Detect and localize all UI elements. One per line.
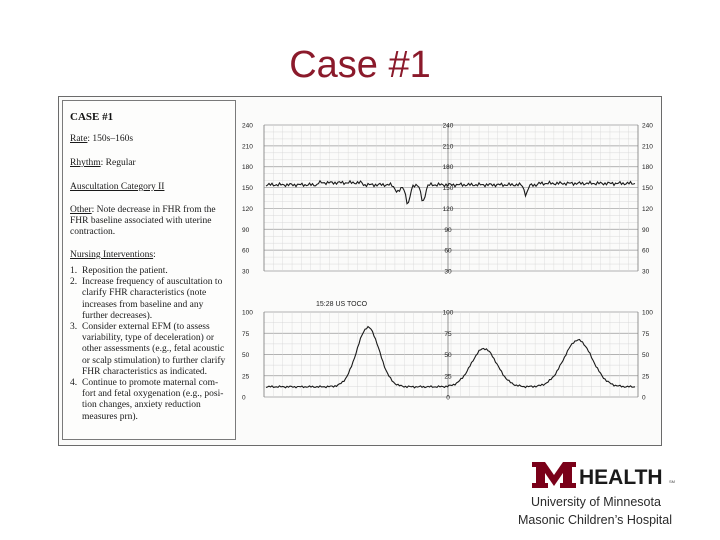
toco-tick-label: 25 xyxy=(242,373,250,381)
other-text: : Note decrease in FHR from the xyxy=(91,205,216,215)
toco-tick-label: 50 xyxy=(444,352,452,359)
fhr-tick-label: 60 xyxy=(242,247,250,255)
toco-tick-label: 100 xyxy=(442,309,454,317)
interventions-label: Nursing Interventions xyxy=(70,250,154,260)
item-text: Reposition the patient. xyxy=(82,266,168,276)
auscultation-label: Auscultation Category II xyxy=(70,182,165,192)
item-text: Consider external EFM (to assess xyxy=(82,322,210,333)
fhr-trace xyxy=(266,181,635,204)
fhr-tick-label: 210 xyxy=(242,143,253,151)
toco-tick-label: 75 xyxy=(242,330,250,338)
item-text: Increase frequency of auscultation to xyxy=(82,277,223,288)
logo-line-1: University of Minnesota xyxy=(531,495,661,509)
item-text: FHR characteristics as indicated. xyxy=(82,366,208,377)
item-text: or scalp stimulation) to further clarify xyxy=(82,355,226,366)
toco-tick-label: 0 xyxy=(446,394,450,402)
toco-tick-label: 75 xyxy=(642,330,650,338)
scanned-document xyxy=(58,96,662,446)
toco-tick-label: 0 xyxy=(642,394,646,402)
fhr-tick-label: 180 xyxy=(242,164,253,172)
fhr-tick-label: 60 xyxy=(444,247,452,255)
fhr-tick-label: 120 xyxy=(642,205,653,213)
fhr-tick-label: 150 xyxy=(242,185,253,193)
fhr-tick-label: 150 xyxy=(642,185,653,193)
fhr-tick-label: 240 xyxy=(442,122,454,130)
case-heading: CASE #1 xyxy=(70,111,114,123)
fhr-tick-label: 120 xyxy=(442,205,454,213)
item-text: fort and fetal oxygenation (e.g., posi- xyxy=(82,389,224,400)
block-m-icon xyxy=(532,462,576,488)
logo-line-2: Masonic Children’s Hospital xyxy=(518,513,673,527)
fhr-tick-label: 180 xyxy=(642,164,653,172)
fhr-tick-label: 60 xyxy=(642,247,650,255)
other-text-3: contraction. xyxy=(70,227,116,237)
list-item xyxy=(70,322,230,378)
toco-tick-label: 100 xyxy=(642,309,653,317)
item-number: 1. xyxy=(70,266,78,276)
rate-value: : 150s–160s xyxy=(87,134,134,144)
rhythm-label: Rhythm xyxy=(70,158,101,168)
fhr-tick-label: 30 xyxy=(444,268,452,276)
item-text: variability, type of deceleration) or xyxy=(82,333,215,344)
rhythm-line xyxy=(70,158,136,168)
case-panel xyxy=(62,100,236,440)
toco-label: 15:28 US TOCO xyxy=(316,301,368,308)
interventions-colon: : xyxy=(153,250,156,260)
other-line xyxy=(70,205,216,215)
interventions-list xyxy=(70,266,230,423)
item-text: increases from baseline and any xyxy=(82,299,204,310)
item-text: further decreases). xyxy=(82,310,153,321)
umn-health-logo xyxy=(516,458,696,530)
other-text-2: FHR baseline associated with uterine xyxy=(70,216,212,226)
item-number: 3. xyxy=(70,322,78,333)
fhr-tick-label: 90 xyxy=(444,226,452,234)
item-text: measures prn). xyxy=(82,411,138,422)
fhr-tick-label: 30 xyxy=(242,268,250,276)
rate-line xyxy=(70,134,133,144)
fetal-monitor-strip xyxy=(238,97,660,445)
toco-tick-label: 25 xyxy=(444,373,452,381)
trademark: SM xyxy=(669,479,675,484)
list-item xyxy=(70,378,230,423)
toco-tick-label: 75 xyxy=(444,330,452,338)
rate-label: Rate xyxy=(70,134,88,144)
fhr-tick-label: 90 xyxy=(242,226,250,234)
rhythm-value: : Regular xyxy=(100,158,136,168)
brand-name: HEALTH xyxy=(579,466,663,489)
fhr-tick-label: 30 xyxy=(642,268,650,276)
fhr-tick-label: 150 xyxy=(442,185,454,193)
toco-tick-label: 25 xyxy=(642,373,650,381)
list-item xyxy=(70,277,230,322)
fhr-tick-label: 90 xyxy=(642,226,650,234)
list-item xyxy=(70,266,230,277)
toco-tick-label: 50 xyxy=(642,352,650,359)
item-text: Continue to promote maternal com- xyxy=(82,378,219,389)
fhr-tick-label: 210 xyxy=(442,143,454,151)
fhr-tick-label: 210 xyxy=(642,143,653,151)
fhr-tick-label: 180 xyxy=(442,164,454,172)
auscultation-line xyxy=(70,182,164,192)
fhr-tick-label: 120 xyxy=(242,205,253,213)
item-number: 4. xyxy=(70,378,78,389)
toco-tick-label: 50 xyxy=(242,352,250,359)
fhr-tick-label: 240 xyxy=(642,122,653,130)
slide-title: Case #1 xyxy=(289,44,431,86)
toco-tick-label: 0 xyxy=(242,394,246,402)
item-text: tion changes, anxiety reduction xyxy=(82,400,201,411)
other-label: Other xyxy=(70,205,92,215)
item-number: 2. xyxy=(70,277,78,288)
fhr-tick-label: 240 xyxy=(242,122,253,130)
interventions-heading xyxy=(70,250,156,260)
toco-tick-label: 100 xyxy=(242,309,253,317)
item-text: other assessments (e.g., fetal acoustic xyxy=(82,344,225,355)
item-text: clarify FHR characteristics (note xyxy=(82,288,207,299)
